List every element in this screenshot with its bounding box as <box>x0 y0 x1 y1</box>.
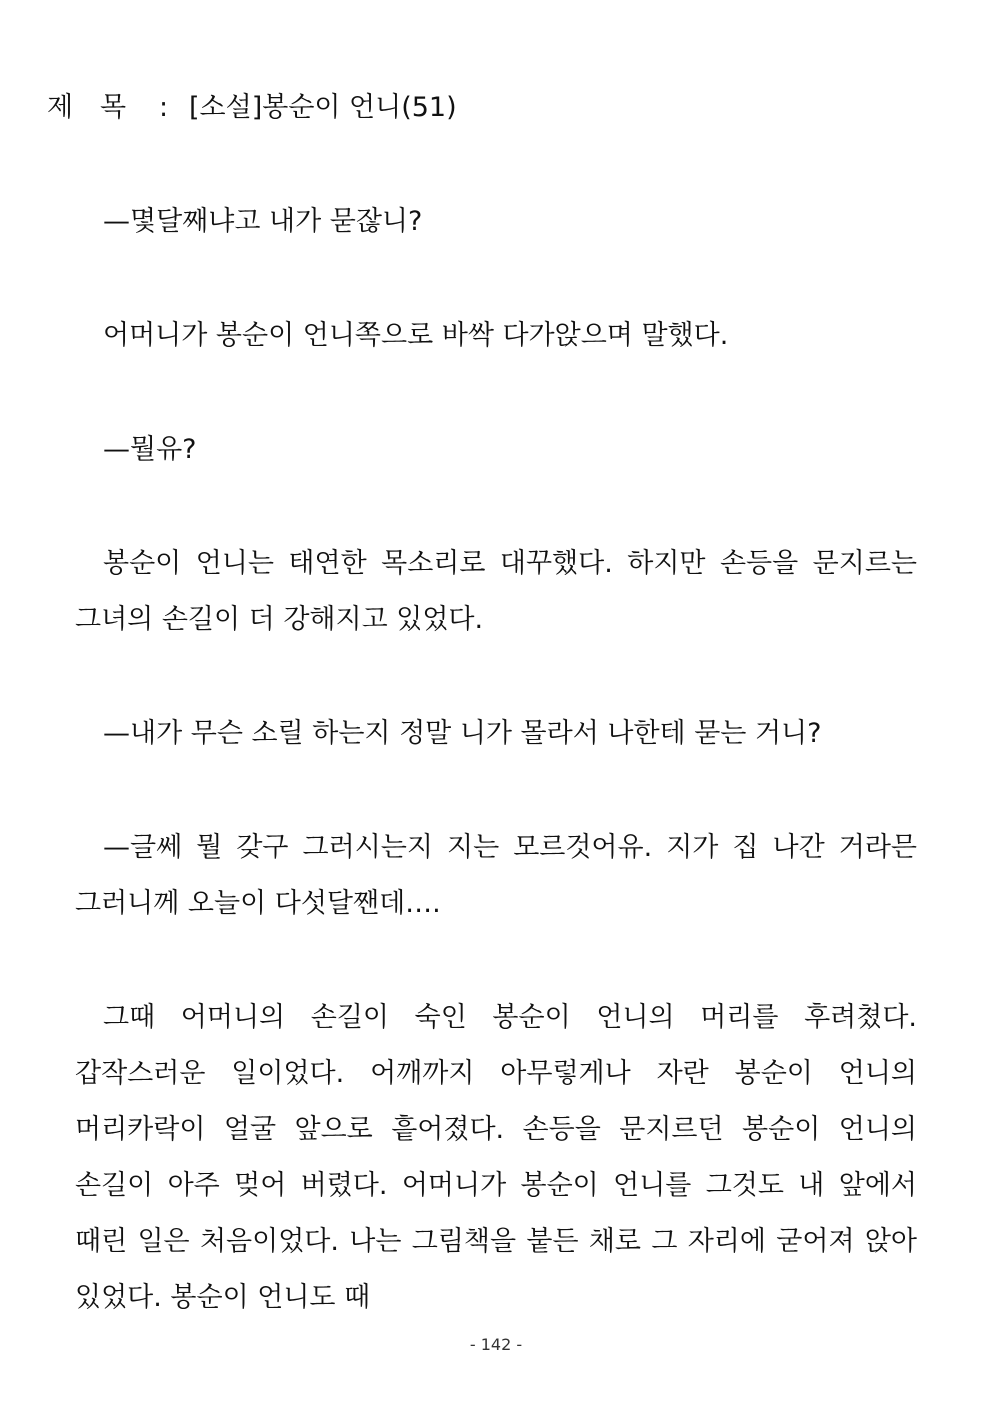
paragraph-2: 어머니가 봉순이 언니쪽으로 바싹 다가앉으며 말했다. <box>103 320 729 351</box>
paragraph-7: 그때 어머니의 손길이 숙인 봉순이 언니의 머리를 후려쳤다. 갑작스러운 일이었다. 어깨까지 아무렇게나 자란 봉순이 언니의 머리카락이 얼굴 앞으로 흩어졌다. 손등을 문지르던 봉순이 언니의 손길이 아주 멎어 버렸다. 어머니가 봉순이 언니를 그것도 내 앞에서 때린 일은 처음이었다. 나는 그림책을 붙든 채로 그 자리에 굳어져 앉아 있었다. 봉순이 언니도 때 <box>75 1002 917 1313</box>
body-text <box>75 194 917 1326</box>
document-title: [소설]봉순이 언니(51) <box>189 92 457 123</box>
paragraph-6: —글쎄 뭘 갖구 그러시는지 지는 모르것어유. 지가 집 나간 거라믄 그러니께 오늘이 다섯달짼데…. <box>75 832 917 919</box>
title-label-char-1: 제 <box>47 92 74 123</box>
paragraph-5: —내가 무슨 소릴 하는지 정말 니가 몰라서 나한테 묻는 거니? <box>103 718 822 749</box>
page-number: - 142 - <box>469 1335 523 1354</box>
paragraph-1: —몇달째냐고 내가 묻잖니? <box>103 206 423 237</box>
paragraph-3: —뭘유? <box>103 434 197 465</box>
title-line <box>47 86 457 130</box>
paragraph-4: 봉순이 언니는 태연한 목소리로 대꾸했다. 하지만 손등을 문지르는 그녀의 손길이 더 강해지고 있었다. <box>75 548 917 635</box>
title-label-char-2: 목 <box>100 92 127 123</box>
title-label <box>47 86 159 130</box>
title-colon: : <box>159 92 169 123</box>
